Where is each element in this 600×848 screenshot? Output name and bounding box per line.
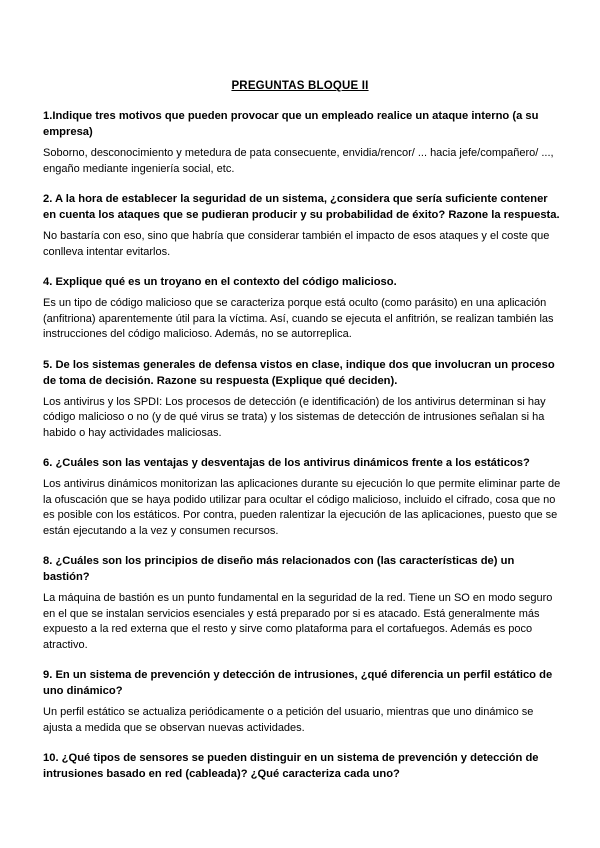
question-text: 2. A la hora de establecer la seguridad de un sistema, ¿considera que sería suficiente contener en cuenta los ataques que se pudieran producir y su probabilidad de éxito? Razone la respuesta. [43,193,560,221]
question-text: 10. ¿Qué tipos de sensores se pueden distinguir en un sistema de prevención y detección de intrusiones basado en red (cableada)? ¿Qué caracteriza cada uno? [43,752,539,780]
answer-text: Un perfil estático se actualiza periódicamente o a petición del usuario, mientras que uno dinámico se ajusta a medida que se observan nuevas actividades. [43,706,534,734]
answer-text: Los antivirus dinámicos monitorizan las aplicaciones durante su ejecución lo que permite eliminar parte de la ofuscación que se haya podido utilizar para ocultar el código malicioso, incluido el cifrado, cosa que no es posible con los estáticos. Por contra, pueden ralentizar la ejecución de las aplicaciones, puesto que se están ejecutando a la vez y consumen recursos. [43,478,561,537]
answer-text: Es un tipo de código malicioso que se caracteriza porque está oculto (como parásito) en una aplicación (anfitriona) aparentemente útil para la víctima. Así, cuando se ejecuta el anfitrión, se realizan también las instrucciones del código malicioso. Además, no se autorreplica. [43,297,554,340]
question-text: 6. ¿Cuáles son las ventajas y desventajas de los antivirus dinámicos frente a los estáticos? [43,457,530,469]
question-block [43,455,563,539]
answer-text: Los antivirus y los SPDI: Los procesos de detección (e identificación) de los antivirus determinan si hay código malicioso o no (y de qué virus se trata) y los sistemas de detección de intrusiones señalan si ha habido o hay actividades maliciosas. [43,395,546,439]
question-block [43,191,563,260]
question-text: 4. Explique qué es un troyano en el contexto del código malicioso. [43,276,397,288]
question-block [43,108,563,177]
questions-list [43,108,563,796]
answer-text: No bastaría con eso, sino que habría que considerar también el impacto de esos ataques y el coste que conlleva intentar evitarlos. [43,230,550,258]
question-text: 9. En un sistema de prevención y detección de intrusiones, ¿qué diferencia un perfil estático de uno dinámico? [43,669,553,697]
question-text: 1.Indique tres motivos que pueden provocar que un empleado realice un ataque interno (a su empresa) [43,110,539,138]
answer-text: La máquina de bastión es un punto fundamental en la seguridad de la red. Tiene un SO en modo seguro en el que se instalan servicios esenciales y está preparado por si es atacado. Está generalmente más expuesto a la red externa que el resto y sirve como plataforma para el cortafuegos. Además es poco atractivo. [43,592,553,651]
question-text: 5. De los sistemas generales de defensa vistos en clase, indique dos que involucran un proceso de toma de decisión. Razone su respuesta (Explique qué deciden). [43,358,555,387]
page-title: PREGUNTAS BLOQUE II [231,80,369,92]
question-block [43,667,563,736]
question-block [43,553,563,653]
question-block [43,750,563,782]
question-block [43,274,563,343]
answer-text: Soborno, desconocimiento y metedura de pata consecuente, envidia/rencor/ ... hacia jefe/compañero/ ..., engaño mediante ingeniería social, etc. [43,147,554,175]
question-block [43,357,563,442]
question-text: 8. ¿Cuáles son los principios de diseño más relacionados con (las características de) un bastión? [43,555,515,583]
